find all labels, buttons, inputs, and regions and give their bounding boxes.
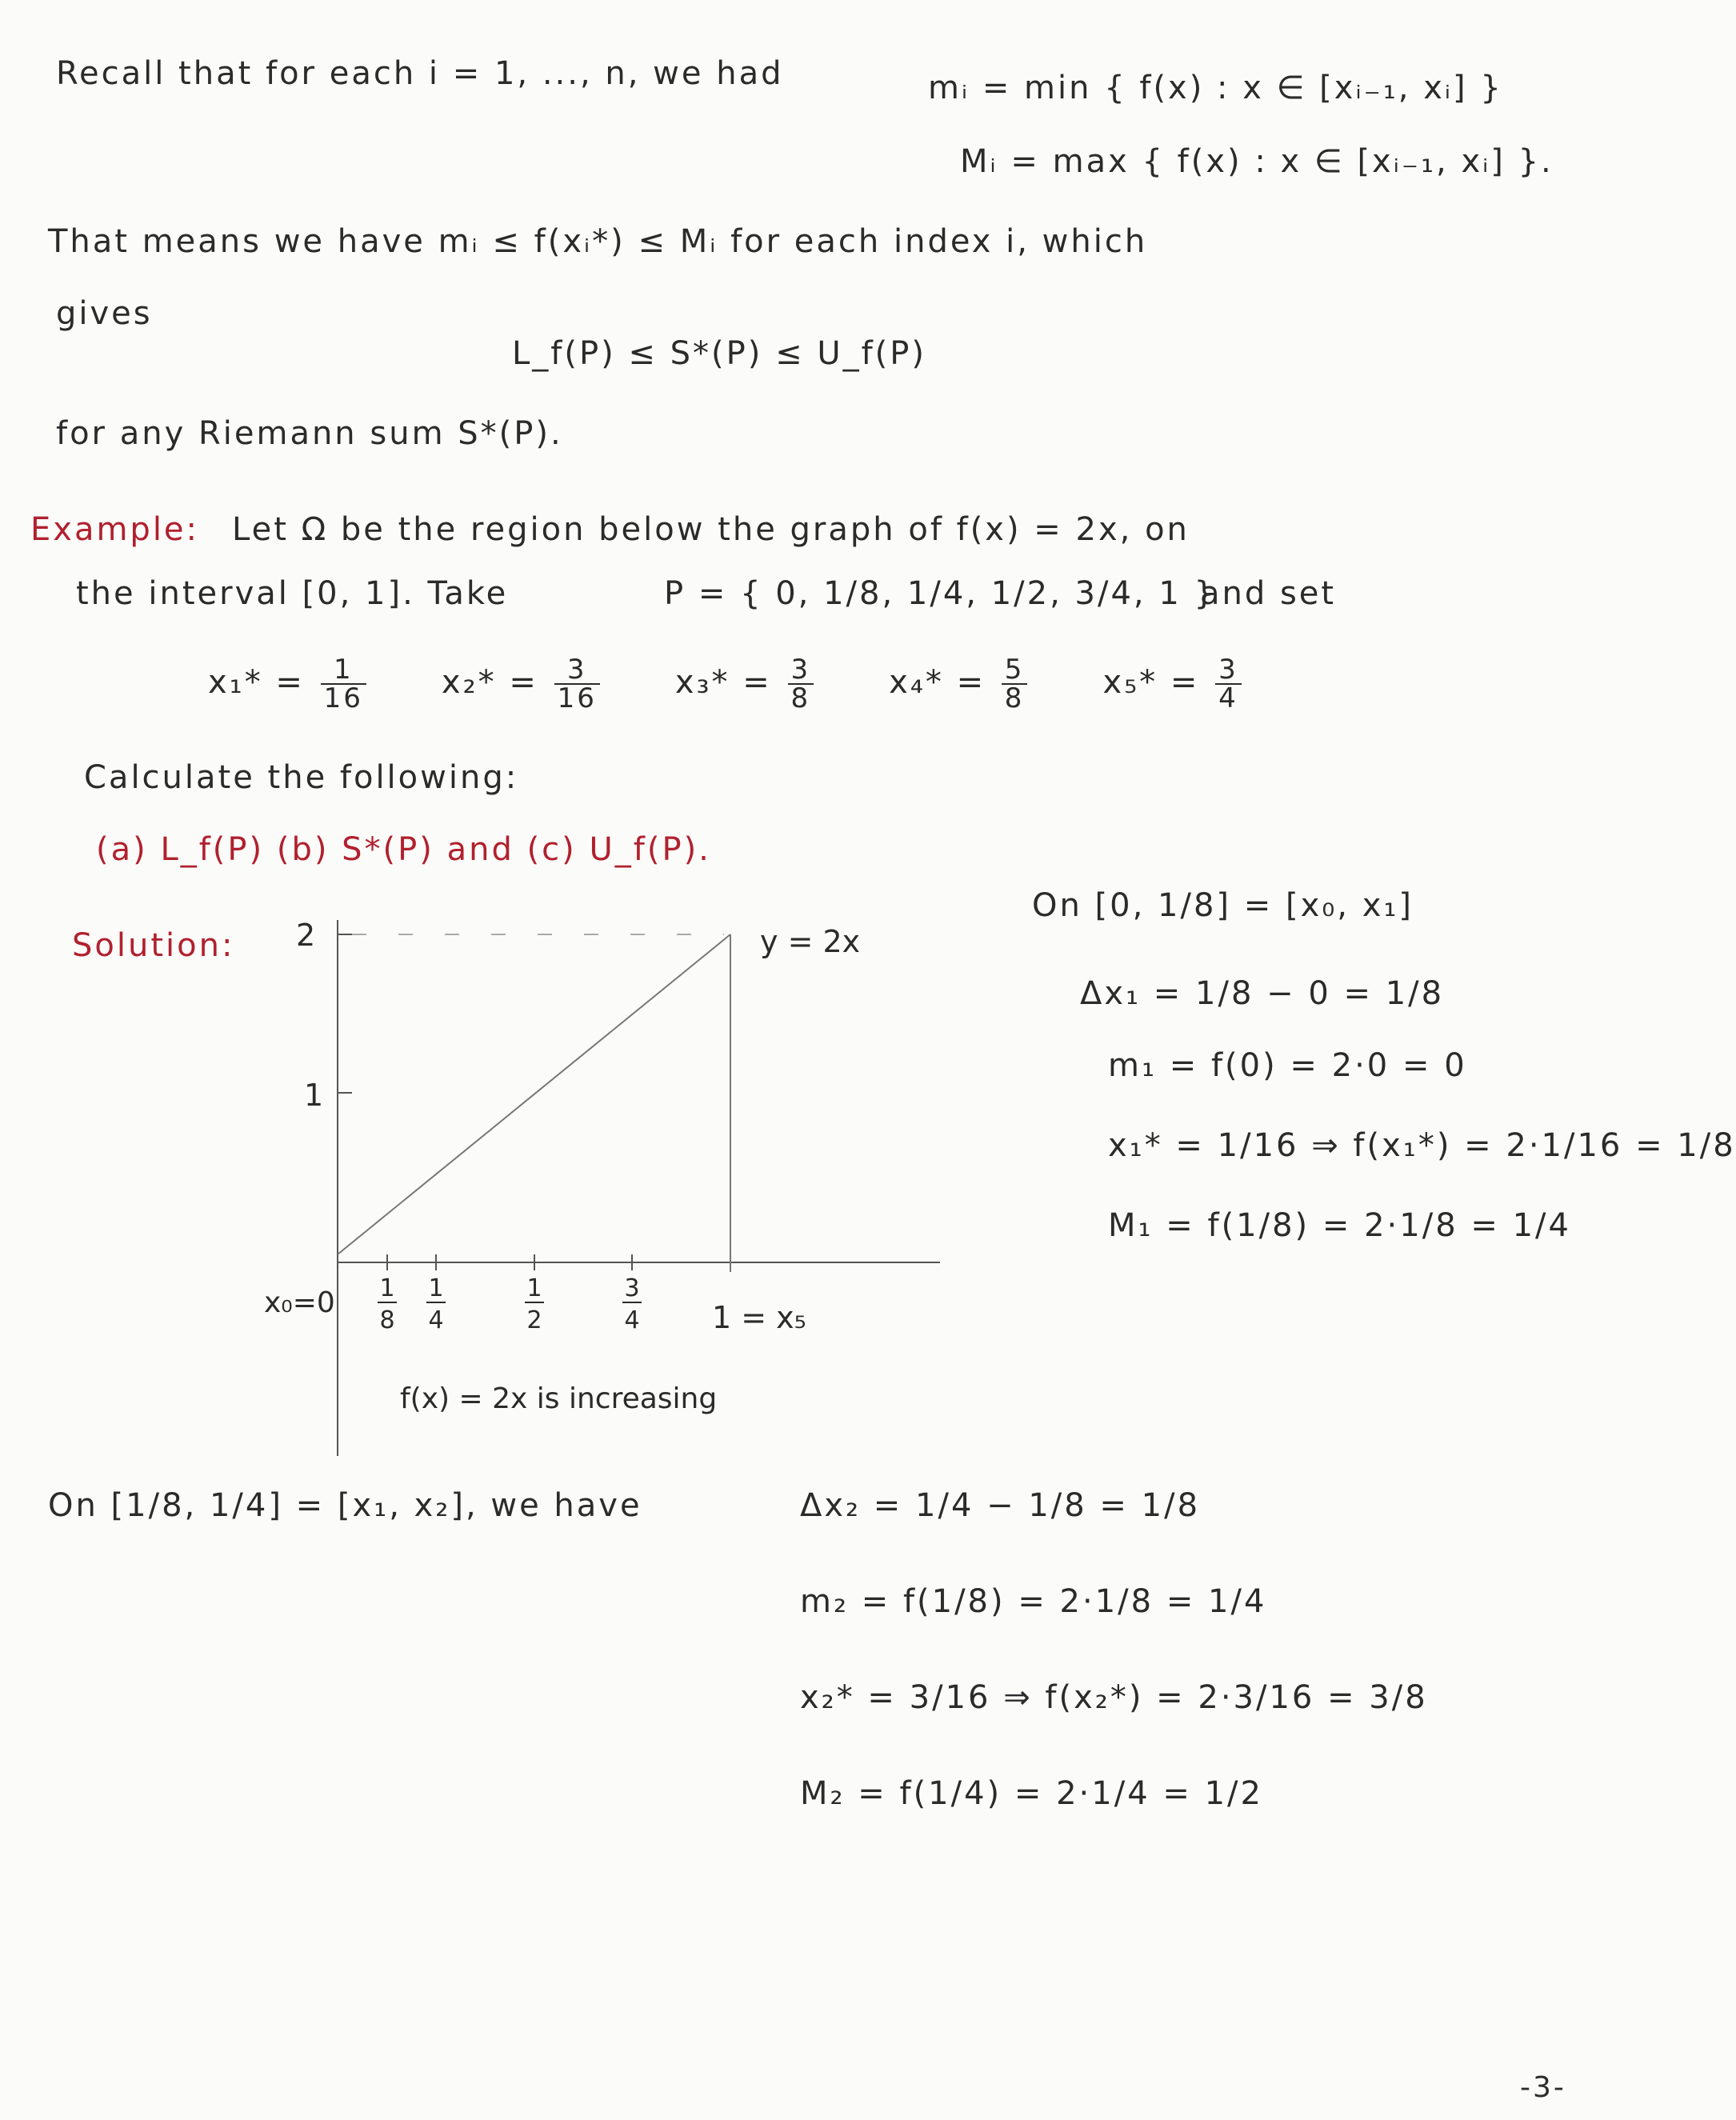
y-tick-1: 1 bbox=[304, 1078, 324, 1113]
sample-point-name: x₂* = bbox=[441, 664, 551, 701]
example-label: Example: bbox=[30, 511, 200, 548]
x-tick-numerator: 1 bbox=[428, 1274, 444, 1302]
page-number: -3- bbox=[1520, 2071, 1566, 2104]
gives-word: gives bbox=[56, 295, 153, 332]
numerator: 3 bbox=[788, 656, 814, 685]
example-line-2a: the interval [0, 1]. Take bbox=[76, 575, 509, 612]
example-line-2b: and set bbox=[1200, 575, 1337, 612]
interval1-m: m₁ = f(0) = 2·0 = 0 bbox=[1108, 1047, 1467, 1084]
interval1-head: On [0, 1/8] = [x₀, x₁] bbox=[1032, 887, 1414, 924]
interval2-xs: x₂* = 3/16 ⇒ f(x₂*) = 2·3/16 = 3/8 bbox=[800, 1679, 1428, 1716]
riemann-sum-line: for any Riemann sum S*(P). bbox=[56, 415, 563, 452]
sample-point-fraction bbox=[788, 656, 814, 712]
x-tick-numerator: 3 bbox=[624, 1274, 640, 1302]
sample-point-fraction bbox=[1002, 656, 1028, 712]
sample-points bbox=[208, 656, 1245, 712]
curve-y-2x bbox=[338, 934, 730, 1254]
x-tick-denominator: 2 bbox=[526, 1306, 542, 1334]
denominator: 16 bbox=[557, 682, 597, 714]
denominator: 4 bbox=[1218, 682, 1238, 714]
recall-intro: Recall that for each i = 1, ..., n, we had bbox=[56, 55, 784, 92]
interval1-M: M₁ = f(1/8) = 2·1/8 = 1/4 bbox=[1108, 1207, 1571, 1244]
sample-point-fraction bbox=[321, 656, 366, 712]
interval2-M: M₂ = f(1/4) = 2·1/4 = 1/2 bbox=[800, 1775, 1263, 1812]
denominator: 8 bbox=[790, 682, 811, 714]
partition: P = { 0, 1/8, 1/4, 1/2, 3/4, 1 } bbox=[664, 575, 1217, 612]
sample-point-1 bbox=[208, 656, 370, 712]
numerator: 5 bbox=[1002, 656, 1028, 685]
interval2-dx: Δx₂ = 1/4 − 1/8 = 1/8 bbox=[800, 1487, 1201, 1524]
solution-label: Solution: bbox=[72, 927, 235, 964]
function-graph bbox=[264, 896, 968, 1472]
y-tick-2: 2 bbox=[296, 918, 316, 953]
sample-point-fraction bbox=[554, 656, 600, 712]
x-tick-denominator: 4 bbox=[624, 1306, 640, 1334]
riemann-inequality: L_f(P) ≤ S*(P) ≤ U_f(P) bbox=[512, 335, 927, 372]
x-tick-label-2 bbox=[426, 1274, 446, 1334]
interval1-dx: Δx₁ = 1/8 − 0 = 1/8 bbox=[1080, 975, 1445, 1012]
sample-point-name: x₁* = bbox=[208, 664, 318, 701]
x-tick-numerator: 1 bbox=[379, 1274, 395, 1302]
min-definition: mᵢ = min { f(x) : x ∈ [xᵢ₋₁, xᵢ] } bbox=[928, 70, 1503, 106]
x-tick-denominator: 8 bbox=[379, 1306, 395, 1334]
curve-label: y = 2x bbox=[760, 924, 861, 959]
increasing-note: f(x) = 2x is increasing bbox=[400, 1382, 718, 1415]
example-line-1: Let Ω be the region below the graph of f(x) = 2x, on bbox=[232, 511, 1190, 548]
x5-label: 1 = x₅ bbox=[712, 1300, 806, 1335]
max-definition: Mᵢ = max { f(x) : x ∈ [xᵢ₋₁, xᵢ] }. bbox=[960, 143, 1554, 180]
means-line: That means we have mᵢ ≤ f(xᵢ*) ≤ Mᵢ for each index i, which bbox=[48, 223, 1148, 260]
interval1-xs: x₁* = 1/16 ⇒ f(x₁*) = 2·1/16 = 1/8 bbox=[1108, 1127, 1736, 1164]
x0-label: x₀=0 bbox=[264, 1286, 335, 1319]
sample-point-3 bbox=[675, 656, 817, 712]
sample-point-name: x₄* = bbox=[889, 664, 998, 701]
sample-point-name: x₃* = bbox=[674, 664, 785, 701]
x-tick-label-1 bbox=[378, 1274, 397, 1334]
parts-line: (a) L_f(P) (b) S*(P) and (c) U_f(P). bbox=[96, 831, 711, 868]
x-tick-denominator: 4 bbox=[428, 1306, 444, 1334]
sample-point-5 bbox=[1102, 656, 1244, 712]
sample-point-name: x₅* = bbox=[1102, 664, 1213, 701]
numerator: 1 bbox=[321, 656, 366, 685]
interval2-m: m₂ = f(1/8) = 2·1/8 = 1/4 bbox=[800, 1583, 1267, 1620]
interval2-head: On [1/8, 1/4] = [x₁, x₂], we have bbox=[48, 1487, 642, 1524]
sample-point-fraction bbox=[1215, 656, 1242, 712]
x-tick-numerator: 1 bbox=[526, 1274, 542, 1302]
x-tick-label-4 bbox=[622, 1274, 642, 1334]
denominator: 8 bbox=[1004, 682, 1025, 714]
numerator: 3 bbox=[554, 656, 600, 685]
denominator: 16 bbox=[323, 682, 363, 714]
calculate-line: Calculate the following: bbox=[84, 759, 519, 796]
sample-point-2 bbox=[442, 656, 603, 712]
numerator: 3 bbox=[1215, 656, 1242, 685]
x-tick-label-3 bbox=[525, 1274, 544, 1334]
sample-point-4 bbox=[889, 656, 1030, 712]
